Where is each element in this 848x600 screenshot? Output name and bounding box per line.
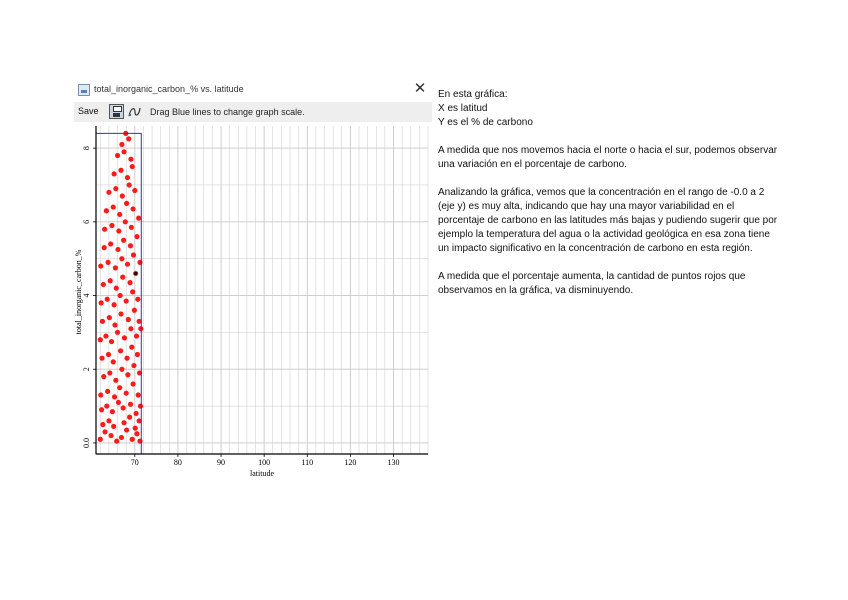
data-point [108,433,113,438]
data-point [100,319,105,324]
data-point [99,300,104,305]
data-point [111,204,116,209]
data-point [121,149,126,154]
data-point [104,208,109,213]
data-point [133,426,138,431]
data-point [108,241,113,246]
data-point [113,186,118,191]
data-point [110,409,115,414]
data-point [118,311,123,316]
data-point [105,260,110,265]
data-point [134,431,139,436]
save-button[interactable]: Save [78,106,99,116]
data-point [126,317,131,322]
data-point [124,298,129,303]
data-point [128,157,133,162]
data-point [99,356,104,361]
data-point [130,164,135,169]
x-tick-label: 90 [217,458,226,467]
y-tick-label: 8 [82,146,91,151]
data-point [126,136,131,141]
paragraph-3: A medida que el porcentaje aumenta, la cantidad de puntos rojos que observamos en la gráfica, va disminuyendo. [438,271,746,296]
data-point [129,225,134,230]
data-point [98,392,103,397]
intro-line-3: Y es el % de carbono [438,117,533,128]
data-point [105,389,110,394]
data-point [99,407,104,412]
data-point [131,363,136,368]
x-tick-label: 110 [301,458,314,467]
data-point [100,422,105,427]
data-point [133,411,138,416]
floppy-save-icon[interactable] [109,104,124,119]
data-point [98,263,103,268]
data-point [135,297,140,302]
data-point [112,302,117,307]
data-point [127,280,132,285]
data-point [124,391,129,396]
data-point [132,188,137,193]
data-points [98,131,144,444]
description-panel [438,88,778,298]
data-point [112,171,117,176]
intro-line-1: En esta gráfica: [438,89,508,100]
data-point [101,282,106,287]
data-point [120,275,125,280]
data-point [128,402,133,407]
highlighted-point [134,272,137,275]
x-axis-label: latitude [250,469,274,478]
data-point [111,424,116,429]
data-point [109,223,114,228]
data-point [112,394,117,399]
data-point [123,219,128,224]
data-point [115,247,120,252]
data-point [107,315,112,320]
intro-line-2: X es latitud [438,103,488,114]
data-point [109,339,114,344]
data-point [119,435,124,440]
data-point [135,352,140,357]
data-point [127,415,132,420]
data-point [130,437,135,442]
data-point [98,337,103,342]
data-point [122,335,127,340]
y-tick-label: 0.0 [82,437,91,448]
graph-toolbar [74,102,432,122]
y-tick-label: 6 [82,219,91,224]
data-point [115,330,120,335]
data-point [125,175,130,180]
data-point [102,429,107,434]
data-point [98,437,103,442]
scatter-chart[interactable] [74,122,432,478]
data-point [137,260,142,265]
window-title: total_inorganic_carbon_% vs. latitude [94,84,244,94]
data-point [119,142,124,147]
data-point [106,190,111,195]
close-icon[interactable]: ✕ [413,80,427,97]
data-point [107,370,112,375]
scale-hint: Drag Blue lines to change graph scale. [150,107,305,117]
chart-window-icon [78,84,90,96]
data-point [121,405,126,410]
data-point [118,348,123,353]
data-point [125,372,130,377]
data-point [106,352,111,357]
x-tick-label: 70 [130,458,139,467]
data-point [129,345,134,350]
data-point [106,418,111,423]
y-tick-label: 2 [82,367,91,372]
data-point [130,381,135,386]
data-point [130,206,135,211]
data-point [105,297,110,302]
data-point [115,153,120,158]
data-point [119,367,124,372]
data-point [132,308,137,313]
data-point [125,262,130,267]
data-point [136,392,141,397]
data-point [112,322,117,327]
data-point [138,403,143,408]
data-point [114,439,119,444]
window-titlebar[interactable] [74,80,432,101]
data-point [114,286,119,291]
x-tick-label: 130 [387,458,400,467]
data-point [118,168,123,173]
data-point [102,227,107,232]
data-point [121,420,126,425]
x-tick-label: 80 [173,458,182,467]
data-point [128,326,133,331]
data-point [134,234,139,239]
paragraph-1: A medida que nos movemos hacia el norte o hacia el sur, podemos observar una variación en el porcentaje de carbono. [438,145,778,170]
x-tick-label: 100 [258,458,271,467]
x-tick-label: 120 [344,458,357,467]
y-axis-label: total_inorganic_carbon_% [74,249,83,335]
paragraph-2: Analizando la gráfica, vemos que la concentración en el rango de -0.0 a 2 (eje y) es muy alta, indicando que hay una mayor variabilidad en el porcentaje de carbono en las latitudes más bajas y pudiendo sugerir que por ejemplo la temperatura del agua o la actividad geológica en esa zona tiene un impacto significativo en la concentración de carbono en esta región. [438,187,778,254]
curve-fit-icon[interactable] [127,104,142,119]
data-point [108,278,113,283]
data-point [134,333,139,338]
y-tick-label: 4 [82,293,91,298]
data-point [103,333,108,338]
data-point [121,238,126,243]
data-point [119,256,124,261]
graph-window [74,80,432,478]
data-point [118,293,123,298]
data-point [124,427,129,432]
data-point [130,289,135,294]
data-point [104,403,109,408]
data-point [124,356,129,361]
chart-grid [96,126,428,454]
data-point [136,216,141,221]
data-point [102,245,107,250]
data-point [137,439,142,444]
data-point [101,374,106,379]
data-point [111,359,116,364]
data-point [117,385,122,390]
data-point [120,193,125,198]
data-point [127,182,132,187]
data-point [124,201,129,206]
data-point [116,400,121,405]
data-point [128,243,133,248]
data-point [116,228,121,233]
data-point [117,212,122,217]
data-point [113,378,118,383]
data-point [131,252,136,257]
data-point [113,265,118,270]
